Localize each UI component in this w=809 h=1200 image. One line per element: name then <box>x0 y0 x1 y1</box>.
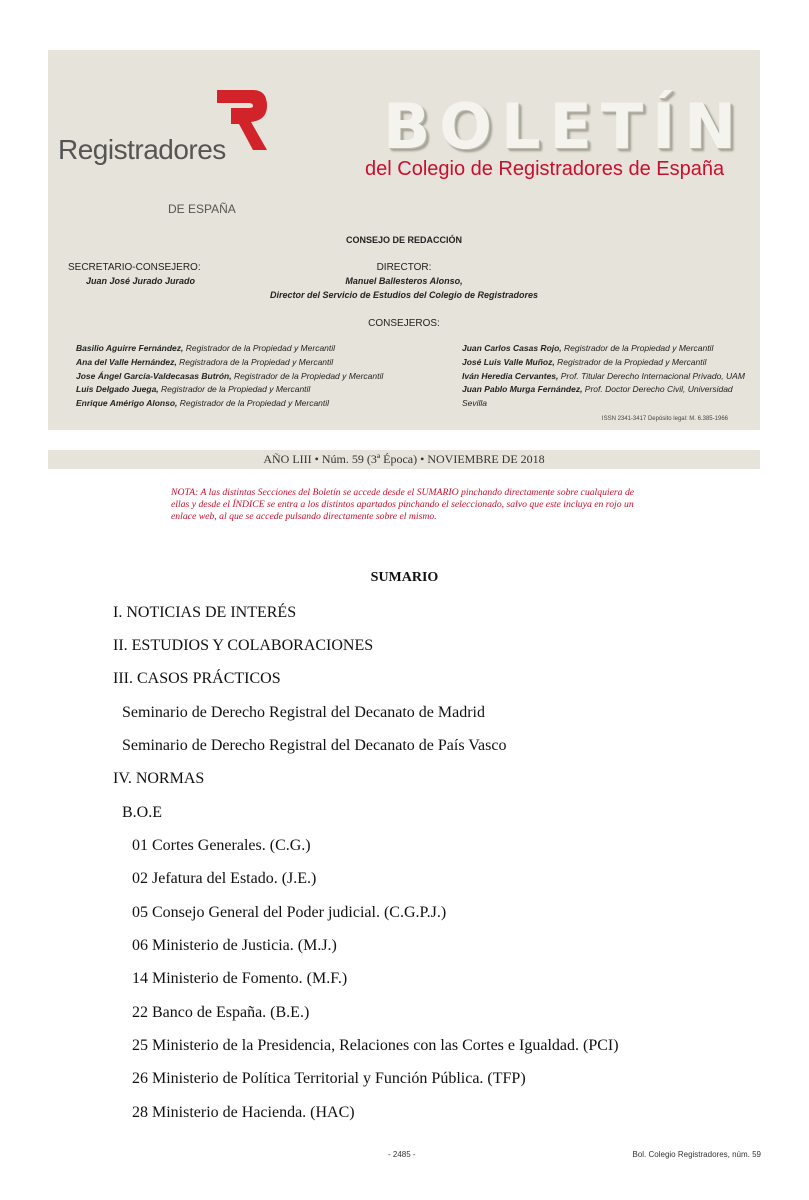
toc-item-noticias[interactable]: I. NOTICIAS DE INTERÉS <box>113 604 297 621</box>
consejeros-right-column <box>462 342 760 411</box>
publication-footer: Bol. Colegio Registradores, núm. 59 <box>632 1150 761 1159</box>
issue-bar: AÑO LIII • Núm. 59 (3ª Época) • NOVIEMBRE DE 2018 <box>48 450 760 469</box>
consejo-title: CONSEJO DE REDACCIÓN <box>345 235 462 245</box>
page-number: - 2485 - <box>388 1150 416 1159</box>
toc-item-politica-territorial[interactable]: 26 Ministerio de Política Territorial y Función Pública. (TFP) <box>132 1070 526 1087</box>
toc-item-ministerio-justicia[interactable]: 06 Ministerio de Justicia. (M.J.) <box>132 937 337 954</box>
boletin-subtitle: del Colegio de Registradores de España <box>365 158 725 180</box>
consejero-entry: Iván Heredia Cervantes, Prof. Titular Derecho Internacional Privado, UAM <box>462 370 745 381</box>
consejero-entry: Enrique Amérigo Alonso, Registrador de la Propiedad y Mercantil <box>76 398 330 409</box>
director-role: Director del Servicio de Estudios del Colegio de Registradores <box>269 290 539 300</box>
toc-item-hacienda[interactable]: 28 Ministerio de Hacienda. (HAC) <box>132 1104 355 1121</box>
registradores-logo <box>58 86 278 226</box>
director-name: Manuel Ballesteros Alonso, <box>345 276 463 286</box>
sumario-title: SUMARIO <box>370 570 439 585</box>
toc-item-jefatura-estado[interactable]: 02 Jefatura del Estado. (J.E.) <box>132 870 317 887</box>
toc-item-boe[interactable]: B.O.E <box>122 804 162 821</box>
toc-item-casos-practicos[interactable]: III. CASOS PRÁCTICOS <box>113 670 281 687</box>
secretario-name: Juan José Jurado Jurado <box>86 276 196 286</box>
toc-item-banco-espana[interactable]: 22 Banco de España. (B.E.) <box>132 1004 310 1021</box>
consejeros-left-column <box>76 342 383 411</box>
toc-item-seminario-madrid[interactable]: Seminario de Derecho Registral del Decanato de Madrid <box>122 704 485 721</box>
consejero-entry: Basilio Aguirre Fernández, Registrador de la Propiedad y Mercantil <box>76 343 336 353</box>
logo-subtext: DE ESPAÑA <box>168 202 236 216</box>
consejero-entry: Juan Pablo Murga Fernández, Prof. Doctor Derecho Civil, Universidad Sevilla <box>462 384 733 409</box>
logo-wordmark: Registradores <box>58 134 226 165</box>
consejero-entry: Jose Ángel García-Valdecasas Butrón, Registrador de la Propiedad y Mercantil <box>76 370 384 381</box>
secretario-label: SECRETARIO-CONSEJERO: <box>68 262 201 273</box>
consejero-entry: Juan Carlos Casas Rojo, Registrador de la Propiedad y Mercantil <box>462 343 714 353</box>
consejero-entry: Ana del Valle Hernández, Registradora de la Propiedad y Mercantil <box>76 356 334 367</box>
toc-item-normas[interactable]: IV. NORMAS <box>113 770 205 787</box>
consejero-entry: Luis Delgado Juega, Registrador de la Propiedad y Mercantil <box>76 384 311 395</box>
toc-item-ministerio-fomento[interactable]: 14 Ministerio de Fomento. (M.F.) <box>132 970 348 987</box>
toc-item-presidencia[interactable]: 25 Ministerio de la Presidencia, Relaciones con las Cortes e Igualdad. (PCI) <box>132 1037 619 1054</box>
toc-item-seminario-pais-vasco[interactable]: Seminario de Derecho Registral del Decanato de País Vasco <box>122 737 507 754</box>
issn-info: ISSN 2341-3417 Depósito legal: M. 6.385-1966 <box>601 416 728 422</box>
masthead <box>48 50 760 430</box>
toc-item-cortes-generales[interactable]: 01 Cortes Generales. (C.G.) <box>132 837 311 854</box>
boletin-title: BOLETÍN <box>383 90 746 163</box>
toc-item-cgpj[interactable]: 05 Consejo General del Poder judicial. (C.G.P.J.) <box>132 904 447 921</box>
nota-text: NOTA: A las distintas Secciones del Boletín se accede desde el SUMARIO pinchando directamente sobre cualquiera de ellas y desde el ÍNDICE se entra a los distintos apartados pinchando el seleccionado, salvo que este incluya en rojo un enlace web, al que se accede pulsando directamente sobre el mismo. <box>171 487 635 522</box>
consejero-entry: José Luis Valle Muñoz, Registrador de la Propiedad y Mercantil <box>462 356 707 367</box>
director-label: DIRECTOR: <box>376 262 432 273</box>
toc-item-estudios[interactable]: II. ESTUDIOS Y COLABORACIONES <box>113 637 374 654</box>
consejeros-label: CONSEJEROS: <box>368 318 440 329</box>
